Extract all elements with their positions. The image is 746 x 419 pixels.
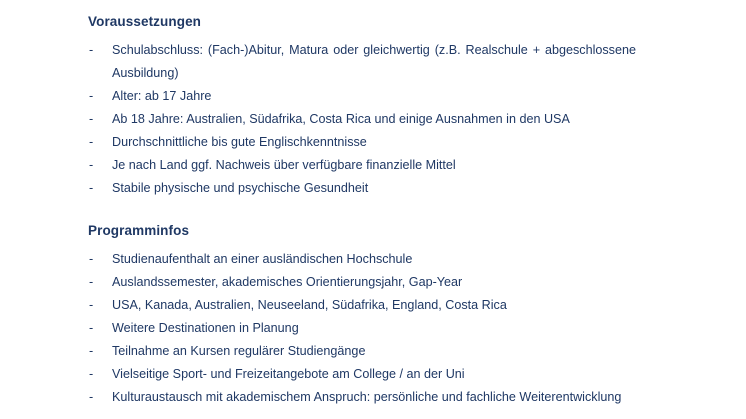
list-item-text: USA, Kanada, Australien, Neuseeland, Südafrika, England, Costa Rica (112, 298, 507, 313)
list-item-text: Teilnahme an Kursen regulärer Studiengänge (112, 344, 366, 359)
list-item (88, 271, 636, 294)
list-item (88, 340, 636, 363)
list-item-text: Je nach Land ggf. Nachweis über verfügbare finanzielle Mittel (112, 157, 456, 172)
bullet-marker: - (89, 298, 94, 313)
list-item (88, 131, 636, 154)
bullet-marker: - (89, 88, 94, 103)
list-item (88, 108, 636, 131)
bullet-marker: - (89, 43, 94, 58)
list-item-text: Auslandssemester, akademisches Orientierungsjahr, Gap-Year (112, 275, 463, 290)
list-item-text: Schulabschluss: (Fach-)Abitur, Matura oder gleichwertig (z.B. Realschule + abgeschlossene Ausbildung) (112, 43, 636, 80)
bullet-marker: - (89, 367, 94, 382)
list-item (88, 248, 636, 271)
list-item-text: Kulturaustausch mit akademischem Anspruch: persönliche und fachliche Weiterentwicklung (112, 390, 622, 405)
list-item (88, 154, 636, 177)
list-item-text: Ab 18 Jahre: Australien, Südafrika, Costa Rica und einige Ausnahmen in den USA (112, 111, 570, 126)
section-voraussetzungen (88, 14, 636, 199)
bullet-marker: - (89, 157, 94, 172)
section-programminfos (88, 223, 636, 409)
list-item (88, 294, 636, 317)
bullet-marker: - (89, 321, 94, 336)
section-heading: Programminfos (88, 223, 190, 239)
list-item (88, 177, 636, 200)
list-item (88, 85, 636, 108)
list-item (88, 317, 636, 340)
list-item-text: Alter: ab 17 Jahre (112, 88, 212, 103)
bullet-marker: - (89, 252, 94, 267)
list-item-text: Studienaufenthalt an einer ausländischen Hochschule (112, 252, 413, 267)
bullet-marker: - (89, 275, 94, 290)
bullet-list-voraussetzungen (88, 39, 636, 199)
bullet-marker: - (89, 134, 94, 149)
bullet-list-programminfos (88, 248, 636, 409)
bullet-marker: - (89, 111, 94, 126)
list-item-text: Stabile physische und psychische Gesundheit (112, 180, 369, 195)
bullet-marker: - (89, 180, 94, 195)
list-item (88, 39, 636, 84)
list-item (88, 363, 636, 386)
bullet-marker: - (89, 390, 94, 405)
list-item-text: Weitere Destinationen in Planung (112, 321, 299, 336)
list-item-text: Durchschnittliche bis gute Englischkenntnisse (112, 134, 367, 149)
list-item-text: Vielseitige Sport- und Freizeitangebote am College / an der Uni (112, 367, 465, 382)
list-item (88, 386, 636, 409)
section-heading: Voraussetzungen (88, 14, 202, 29)
bullet-marker: - (89, 344, 94, 359)
